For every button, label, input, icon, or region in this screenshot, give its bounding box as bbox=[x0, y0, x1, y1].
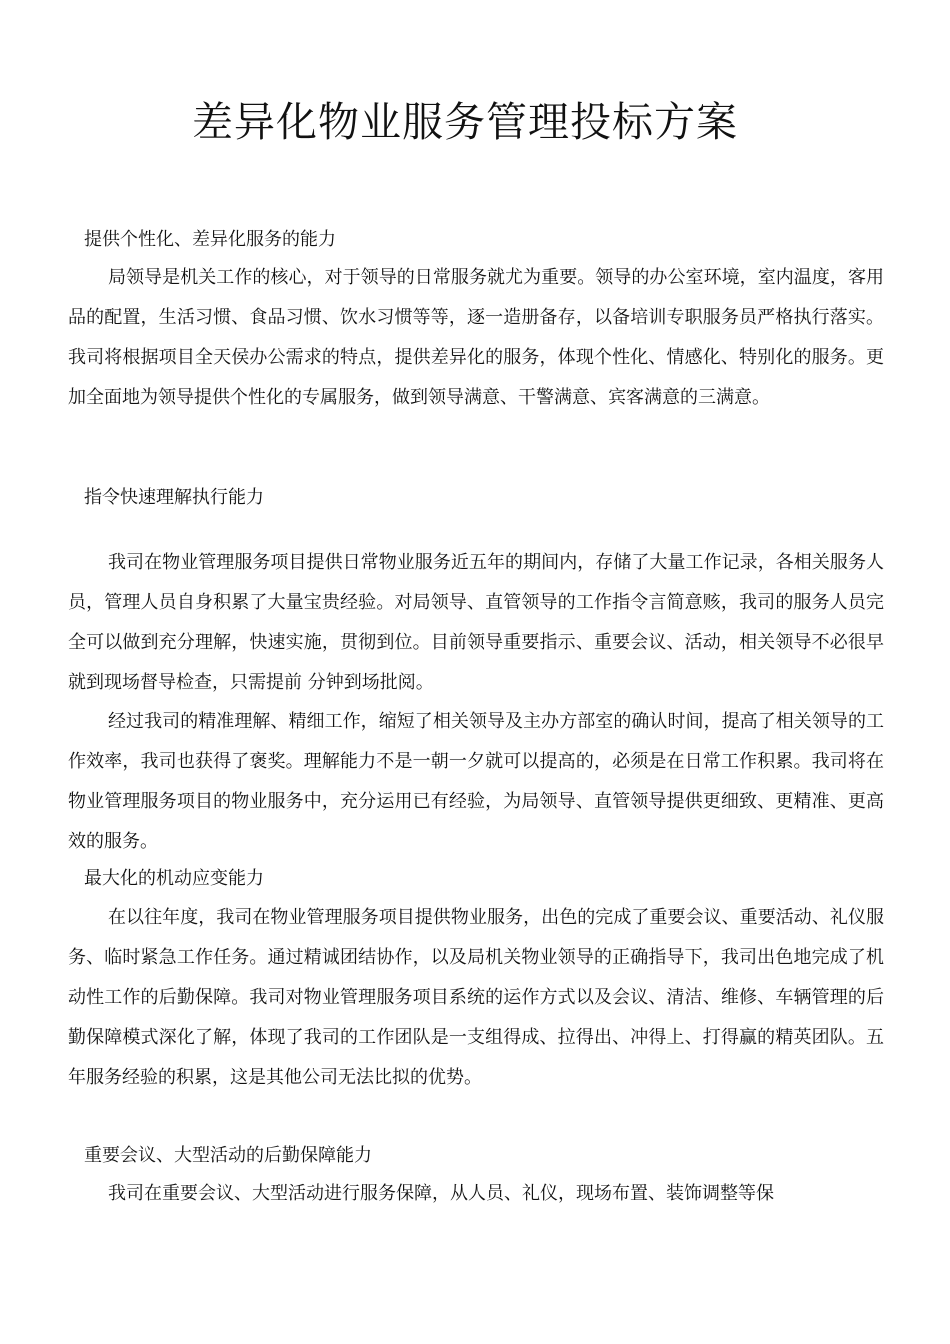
section-heading-event-support: 重要会议、大型活动的后勤保障能力 bbox=[84, 1145, 372, 1166]
document-title: 差异化物业服务管理投标方案 bbox=[192, 98, 738, 146]
section-heading-personalized-service: 提供个性化、差异化服务的能力 bbox=[84, 229, 336, 250]
paragraph-personalized-service: 局领导是机关工作的核心，对于领导的日常服务就尤为重要。领导的办公室环境，室内温度，客用品的配置，生活习惯、食品习惯、饮水习惯等等，逐一造册备存，以备培训专职服务员严格执行落实。我司将根据项目全天侯办公需求的特点，提供差异化的服务，体现个性化、情感化、特别化的服务。更加全面地为领导提供个性化的专属服务，做到领导满意、干警满意、宾客满意的三满意。 bbox=[68, 267, 884, 408]
section-heading-flexible-response: 最大化的机动应变能力 bbox=[84, 868, 264, 889]
section-heading-instruction-execution: 指令快速理解执行能力 bbox=[84, 487, 264, 508]
paragraph-instruction-execution-2: 经过我司的精准理解、精细工作，缩短了相关领导及主办方部室的确认时间，提高了相关领导的工作效率，我司也获得了褒奖。理解能力不是一朝一夕就可以提高的，必须是在日常工作积累。我司将在物业管理服务项目的物业服务中，充分运用已有经验，为局领导、直管领导提供更细致、更精准、更高效的服务。 bbox=[68, 711, 884, 852]
paragraph-event-support: 我司在重要会议、大型活动进行服务保障，从人员、礼仪，现场布置、装饰调整等保 bbox=[108, 1183, 774, 1204]
paragraph-flexible-response: 在以往年度，我司在物业管理服务项目提供物业服务，出色的完成了重要会议、重要活动、礼仪服务、临时紧急工作任务。通过精诚团结协作，以及局机关物业领导的正确指导下，我司出色地完成了机动性工作的后勤保障。我司对物业管理服务项目系统的运作方式以及会议、清洁、维修、车辆管理的后勤保障模式深化了解，体现了我司的工作团队是一支组得成、拉得出、冲得上、打得赢的精英团队。五年服务经验的积累，这是其他公司无法比拟的优势。 bbox=[68, 907, 884, 1088]
paragraph-instruction-execution-1: 我司在物业管理服务项目提供日常物业服务近五年的期间内，存储了大量工作记录，各相关服务人员，管理人员自身积累了大量宝贵经验。对局领导、直管领导的工作指令言简意赅，我司的服务人员完全可以做到充分理解，快速实施，贯彻到位。目前领导重要指示、重要会议、活动，相关领导不必很早就到现场督导检查，只需提前 分钟到场批阅。 bbox=[68, 552, 884, 693]
